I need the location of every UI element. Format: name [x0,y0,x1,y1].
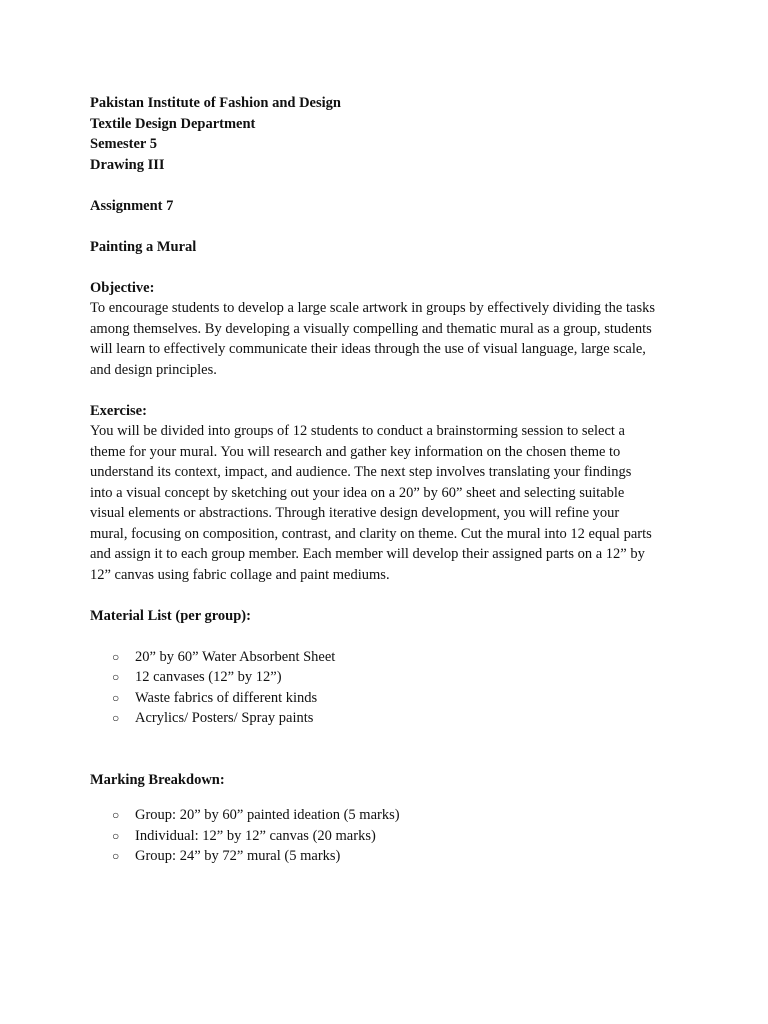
bullet-icon: ○ [112,808,120,822]
list-item-text: 20” by 60” Water Absorbent Sheet [135,648,336,665]
objective-line: will learn to effectively communicate their ideas through the use of visual language, large scale, [90,341,646,357]
materials-heading: Material List (per group): [90,607,251,624]
exercise-line: understand its context, impact, and audience. The next step involves translating your findings [90,464,632,480]
list-item [90,647,690,668]
bullet-icon: ○ [112,711,120,725]
list-item [90,826,690,847]
exercise-heading: Exercise: [90,402,147,419]
exercise-line: into a visual concept by sketching out your idea on a 20” by 60” sheet and selecting suitable [90,484,625,501]
exercise-line: 12” canvas using fabric collage and paint mediums. [90,566,390,583]
bullet-icon: ○ [112,849,120,863]
list-item [90,805,690,826]
objective-line: among themselves. By developing a visually compelling and thematic mural as a group, students [90,320,652,337]
materials-list [90,647,690,729]
institute-name: Pakistan Institute of Fashion and Design [90,95,341,111]
list-item [90,688,690,709]
objective-line: To encourage students to develop a large scale artwork in groups by effectively dividing the tasks [90,300,655,316]
list-item-text: Acrylics/ Posters/ Spray paints [135,710,314,726]
marking-heading: Marking Breakdown: [90,771,225,788]
marking-list [90,805,690,867]
materials-section [90,606,690,729]
exercise-line: theme for your mural. You will research and gather key information on the chosen theme to [90,443,621,460]
list-item [90,846,690,867]
objective-line: and design principles. [90,361,217,378]
objective-heading: Objective: [90,279,155,296]
list-item-text: 12 canvases (12” by 12”) [135,669,282,685]
objective-section [90,278,690,381]
course-name: Drawing III [90,156,165,173]
list-item [90,708,690,729]
list-item-text: Group: 24” by 72” mural (5 marks) [135,848,341,864]
list-item-text: Individual: 12” by 12” canvas (20 marks) [135,827,376,844]
exercise-line: You will be divided into groups of 12 students to conduct a brainstorming session to select a [90,423,625,439]
bullet-icon: ○ [112,649,120,664]
list-item [90,667,690,688]
document-header [90,93,690,175]
list-item-text: Waste fabrics of different kinds [135,689,318,706]
assignment-number: Assignment 7 [90,197,174,214]
exercise-line: mural, focusing on composition, contrast, and clarity on theme. Cut the mural into 12 equal parts [90,525,652,542]
exercise-line: and assign it to each group member. Each member will develop their assigned parts on a 12” by [90,546,645,562]
department-name: Textile Design Department [90,115,256,132]
exercise-section [90,401,690,586]
marking-section [90,770,690,867]
bullet-icon: ○ [112,690,120,705]
semester-label: Semester 5 [90,136,157,152]
bullet-icon: ○ [112,670,120,684]
assignment-title: Painting a Mural [90,238,197,255]
bullet-icon: ○ [112,828,120,843]
exercise-line: visual elements or abstractions. Through iterative design development, you will refine your [90,505,620,521]
list-item-text: Group: 20” by 60” painted ideation (5 marks) [135,807,400,823]
document-page [90,93,690,867]
